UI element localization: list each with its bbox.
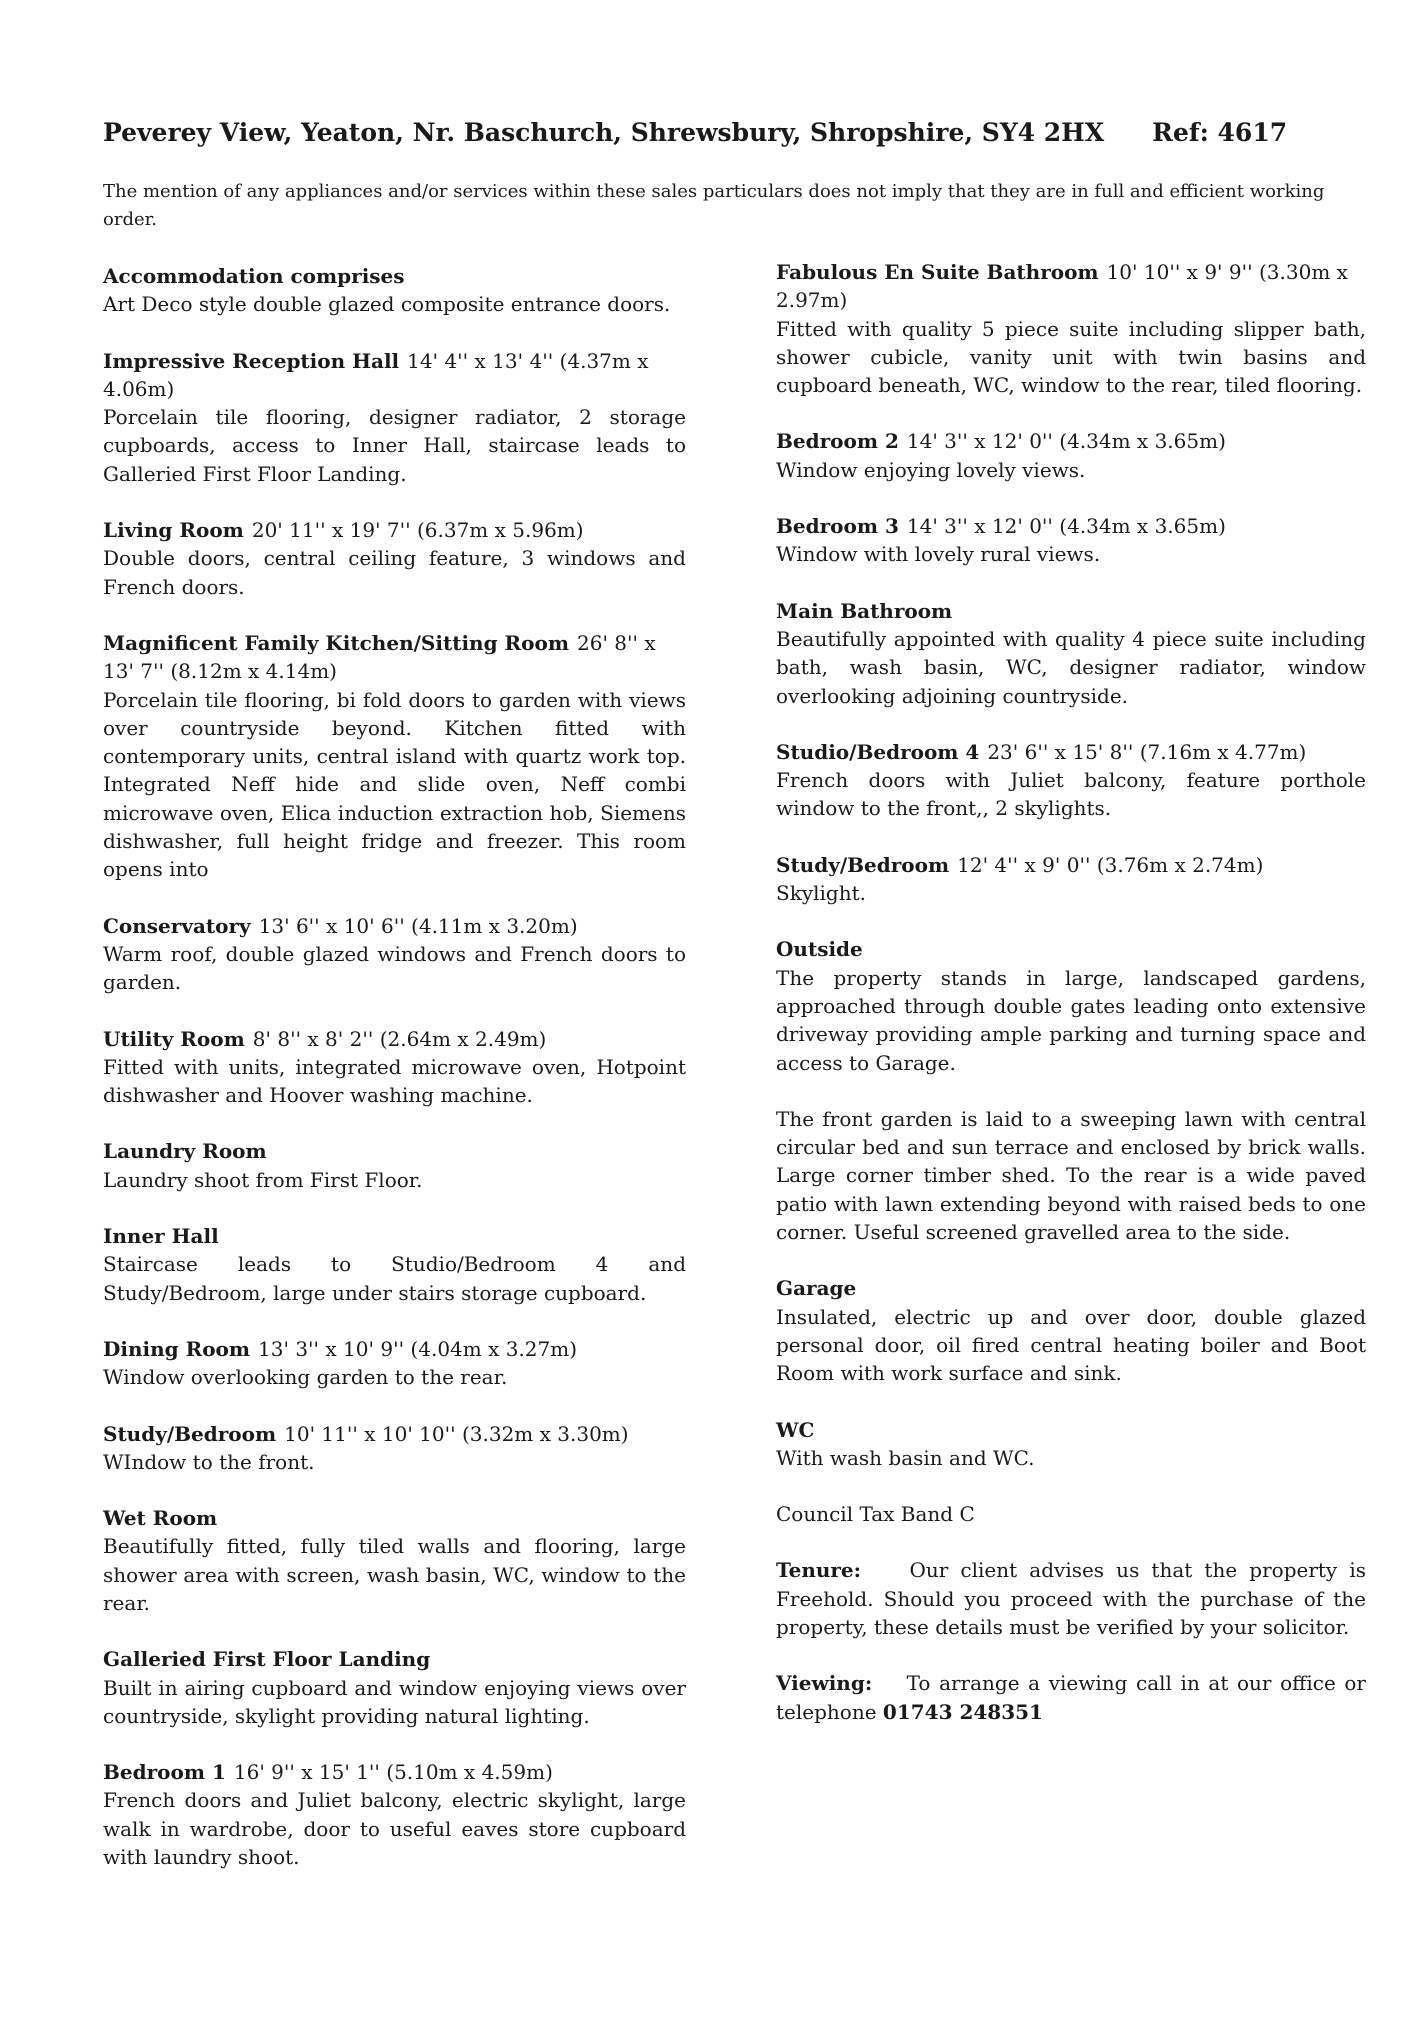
room-description: Warm roof, double glazed windows and French doors to garden. — [103, 941, 686, 995]
room-description: Beautifully appointed with quality 4 piece suite including bath, wash basin, WC, designer radiator, window overlooking adjoining countryside. — [776, 626, 1366, 708]
room-title: Bedroom 1 — [103, 1760, 226, 1785]
room-title: Accommodation comprises — [103, 264, 405, 288]
room-description: Staircase leads to Studio/Bedroom 4 and Study/Bedroom, large under stairs storage cupboard. — [103, 1252, 686, 1305]
room-section — [103, 262, 686, 319]
room-title: Galleried First Floor Landing — [103, 1647, 431, 1672]
room-section — [776, 851, 1366, 908]
room-dimensions: 10' 11'' x 10' 10'' (3.32m x 3.30m) — [284, 1421, 629, 1446]
room-title: Garage — [776, 1276, 857, 1301]
room-title: Impressive Reception Hall — [103, 348, 400, 373]
room-description: French doors and Juliet balcony, electric skylight, large walk in wardrobe, door to useful eaves store cupboard with laundry shoot. — [103, 1788, 686, 1870]
room-section — [103, 347, 686, 488]
room-section — [776, 258, 1366, 399]
room-dimensions: 26' 8'' x 13' 7'' (8.12m x 4.14m) — [103, 630, 656, 684]
room-description: Skylight. — [776, 881, 866, 906]
room-title: Bedroom 3 — [776, 514, 899, 539]
room-section — [103, 629, 686, 884]
room-description: The front garden is laid to a sweeping lawn with central circular bed and sun terrace and enclosed by brick walls. Large corner timber shed. To the rear is a wide paved patio with lawn extending beyond with raised beds to one corner. Useful screened gravelled area to the side. — [776, 1106, 1366, 1245]
room-title: Utility Room — [103, 1026, 245, 1051]
room-dimensions: 14' 3'' x 12' 0'' (4.34m x 3.65m) — [906, 429, 1226, 454]
room-description: Double doors, central ceiling feature, 3 windows and French doors. — [103, 546, 686, 599]
room-title: Dining Room — [103, 1336, 251, 1361]
left-column — [103, 262, 686, 1899]
room-section — [776, 1416, 1366, 1473]
room-section — [103, 1222, 686, 1307]
room-dimensions: 14' 4'' x 13' 4'' (4.37m x 4.06m) — [103, 348, 649, 401]
room-title: Magnificent Family Kitchen/Sitting Room — [103, 630, 569, 655]
room-dimensions: 23' 6'' x 15' 8'' (7.16m x 4.77m) — [987, 739, 1307, 764]
room-title: Main Bathroom — [776, 598, 953, 623]
room-title: Study/Bedroom — [776, 852, 950, 877]
room-section — [776, 738, 1366, 823]
room-title: Study/Bedroom — [103, 1421, 277, 1446]
room-dimensions: 8' 8'' x 8' 2'' (2.64m x 2.49m) — [252, 1026, 547, 1051]
room-section — [776, 1274, 1366, 1387]
room-title: Bedroom 2 — [776, 429, 899, 454]
room-description: Fitted with quality 5 piece suite including slipper bath, shower cubicle, vanity unit with twin basins and cupboard beneath, WC, window to the rear, tiled flooring. — [776, 316, 1366, 398]
room-description: French doors with Juliet balcony, feature porthole window to the front,, 2 skylights. — [776, 768, 1366, 821]
room-description: Window overlooking garden to the rear. — [103, 1365, 508, 1390]
room-section — [776, 597, 1366, 710]
room-title: Laundry Room — [103, 1139, 267, 1164]
property-ref: Ref: 4617 — [1152, 118, 1288, 147]
room-description: With wash basin and WC. — [776, 1445, 1035, 1470]
room-title: Wet Room — [103, 1506, 218, 1531]
room-section — [103, 1758, 686, 1871]
room-title: Conservatory — [103, 913, 251, 938]
room-section — [103, 516, 686, 601]
right-sections — [776, 258, 1366, 1528]
room-section — [103, 1420, 686, 1477]
room-section — [103, 1025, 686, 1110]
tenure-text: Our client advises us that the property is Freehold. Should you proceed with the purchase of the property, these details must be verified by your solicitor. — [776, 1558, 1366, 1639]
room-description: Council Tax Band C — [776, 1502, 975, 1527]
viewing-label: Viewing: — [776, 1671, 873, 1696]
viewing-text: To arrange a viewing call in at our office or telephone — [776, 1671, 1366, 1724]
room-section — [103, 1504, 686, 1617]
room-title: Studio/Bedroom 4 — [776, 739, 980, 764]
room-description: Laundry shoot from First Floor. — [103, 1167, 423, 1192]
room-dimensions: 13' 6'' x 10' 6'' (4.11m x 3.20m) — [258, 913, 578, 938]
room-title: Living Room — [103, 518, 244, 543]
room-description: WIndow to the front. — [103, 1449, 315, 1474]
property-address: Peverey View, Yeaton, Nr. Baschurch, Shrewsbury, Shropshire, SY4 2HX — [103, 118, 1105, 147]
room-section — [103, 912, 686, 997]
room-description: Beautifully fitted, fully tiled walls and flooring, large shower area with screen, wash basin, WC, window to the rear. — [103, 1534, 686, 1615]
disclaimer: The mention of any appliances and/or services within these sales particulars does not imply that they are in full and efficient working order. — [103, 181, 1325, 230]
room-dimensions: 12' 4'' x 9' 0'' (3.76m x 2.74m) — [957, 852, 1264, 877]
room-title: Outside — [776, 937, 863, 962]
room-dimensions: 14' 3'' x 12' 0'' (4.34m x 3.65m) — [906, 514, 1226, 539]
room-description: Built in airing cupboard and window enjoying views over countryside, skylight providing natural lighting. — [103, 1675, 686, 1728]
room-description: Window enjoying lovely views. — [776, 457, 1086, 482]
tenure-label: Tenure: — [776, 1558, 862, 1583]
room-dimensions: 13' 3'' x 10' 9'' (4.04m x 3.27m) — [258, 1336, 578, 1361]
room-section — [103, 1645, 686, 1730]
room-description: Window with lovely rural views. — [776, 542, 1101, 567]
viewing-phone: 01743 248351 — [882, 1699, 1043, 1724]
room-description: Insulated, electric up and over door, double glazed personal door, oil fired central heating boiler and Boot Room with work surface and sink. — [776, 1304, 1366, 1386]
room-description: Porcelain tile flooring, bi fold doors to garden with views over countryside beyond. Kitchen fitted with contemporary units, central island with quartz work top. Integrated Neff hide and slide oven, Neff combi microwave oven, Elica induction extraction hob, Siemens dishwasher, full height fridge and freezer. This room opens into — [103, 687, 686, 882]
room-section — [776, 1500, 1366, 1528]
room-dimensions: 16' 9'' x 15' 1'' (5.10m x 4.59m) — [233, 1760, 553, 1785]
room-section — [776, 427, 1366, 484]
room-dimensions: 20' 11'' x 19' 7'' (6.37m x 5.96m) — [251, 518, 584, 543]
room-description: Art Deco style double glazed composite entrance doors. — [103, 292, 671, 317]
tenure-section — [776, 1556, 1366, 1641]
page-header — [103, 118, 1333, 147]
room-section — [776, 935, 1366, 1076]
room-section — [776, 512, 1366, 569]
room-description: Porcelain tile flooring, designer radiator, 2 storage cupboards, access to Inner Hall, staircase leads to Galleried First Floor Landing. — [103, 405, 686, 486]
right-column — [776, 258, 1366, 1754]
room-dimensions: 10' 10'' x 9' 9'' (3.30m x 2.97m) — [776, 260, 1348, 313]
room-section — [103, 1335, 686, 1392]
room-title: Inner Hall — [103, 1224, 219, 1249]
room-section — [776, 1105, 1366, 1246]
room-section — [103, 1137, 686, 1194]
room-description: The property stands in large, landscaped gardens, approached through double gates leading onto extensive driveway providing ample parking and turning space and access to Garage. — [776, 965, 1366, 1075]
room-title: WC — [776, 1417, 815, 1442]
room-title: Fabulous En Suite Bathroom — [776, 260, 1099, 284]
viewing-section — [776, 1669, 1366, 1726]
room-description: Fitted with units, integrated microwave oven, Hotpoint dishwasher and Hoover washing machine. — [103, 1054, 686, 1108]
